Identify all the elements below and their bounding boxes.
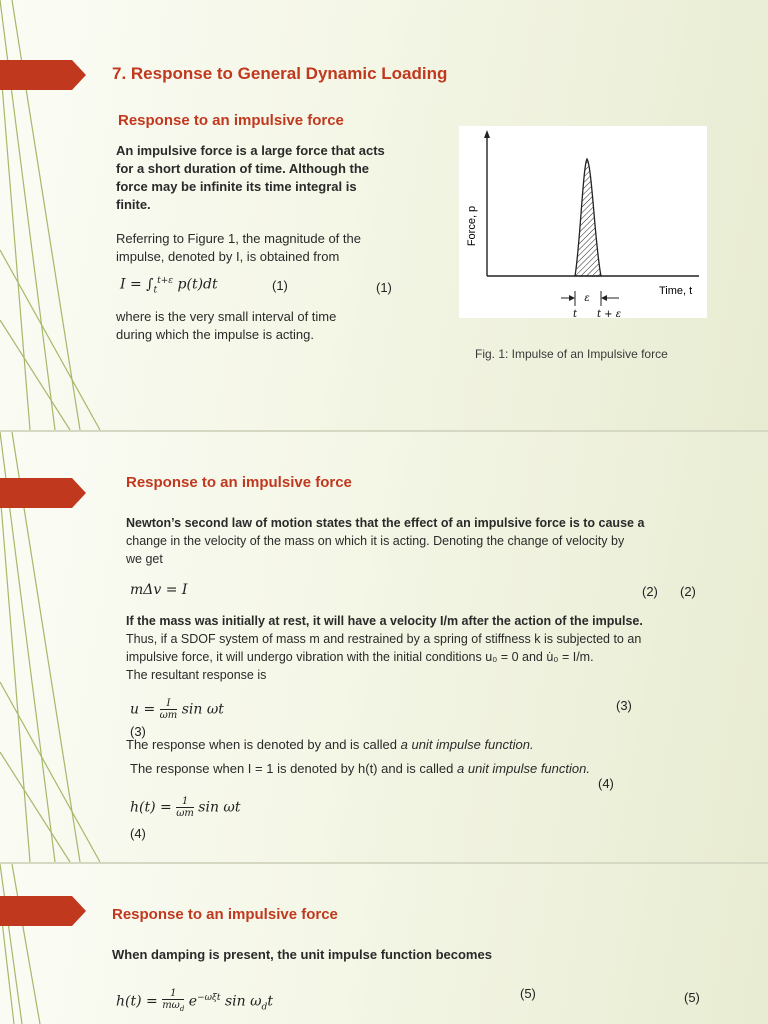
section-heading: Response to an impulsive force xyxy=(118,112,344,129)
equation-number: (5) xyxy=(520,986,536,1001)
text-line: The response when I = 1 is denoted by h(t) and is called xyxy=(130,761,457,776)
text-line: impulse, denoted by I, is obtained from xyxy=(116,249,340,264)
impulse-pulse xyxy=(575,159,601,276)
newton-paragraph xyxy=(126,514,726,568)
equation-number: (5) xyxy=(684,990,700,1005)
equation-4: h(t) = $\frac{1}{\omega m}$ sin ωt xyxy=(130,796,241,819)
equation-number: (3) xyxy=(130,724,146,739)
slide-3 xyxy=(0,864,768,1024)
text-line: change in the velocity of the mass on which it is acting. Denoting the change of velocity by xyxy=(126,534,625,548)
slide-marker xyxy=(0,60,72,90)
equation-number: (2) xyxy=(642,584,658,599)
equation-number: (1) xyxy=(376,280,392,295)
tick-label: t xyxy=(572,309,578,318)
initial-conditions-paragraph xyxy=(126,612,736,684)
text-line: we get xyxy=(126,552,163,566)
intro-paragraph xyxy=(116,142,416,214)
slide-title: 7. Response to General Dynamic Loading xyxy=(112,64,448,83)
tick-label: t + ε xyxy=(596,309,622,318)
slide-marker xyxy=(0,896,72,926)
slide-2 xyxy=(0,432,768,862)
equation-number: (4) xyxy=(598,776,614,791)
text-line: a unit impulse function. xyxy=(457,761,590,776)
impulse-plot xyxy=(459,126,707,318)
equation-number: (3) xyxy=(616,698,632,713)
text-line: a unit impulse function. xyxy=(400,737,534,752)
text-line: where is the very small interval of time xyxy=(116,309,337,324)
text-line: If the mass was initially at rest, it will have a velocity I/m after the action of the impulse. xyxy=(126,614,643,628)
equation-1: $I = \int_t^{t+\varepsilon}$ p(t)dt xyxy=(120,276,218,296)
equation-number: (1) xyxy=(272,278,288,293)
epsilon-label: ε xyxy=(584,293,590,304)
y-axis-label: Force, p xyxy=(466,205,478,247)
figure-caption: Fig. 1: Impulse of an Impulsive force xyxy=(475,347,668,361)
text-line: Thus, if a SDOF system of mass m and restrained by a spring of stiffness k is subjected to an xyxy=(126,632,642,646)
slide-1 xyxy=(0,0,768,430)
equation-number: (4) xyxy=(130,826,146,841)
equation-number: (2) xyxy=(680,584,696,599)
equation-2: mΔv = I xyxy=(130,582,188,598)
equation-5: h(t) = $\frac{1}{m\omega_d}$ $e^{-\omega\xi t}$ $\sin \omega_dt$ xyxy=(116,988,273,1013)
text-line: The resultant response is xyxy=(126,668,267,682)
text-line: impulsive force, it will undergo vibration with the initial conditions u₀ = 0 and u̇₀ = I/m. xyxy=(126,650,594,664)
text-line: An impulsive force is a large force that acts xyxy=(116,143,385,158)
equation-3: u = $\frac{I}{\omega m}$ sin ωt xyxy=(130,698,224,721)
text-line: Newton’s second law of motion states that the effect of an impulsive force is to cause a xyxy=(126,516,645,530)
text-line: finite. xyxy=(116,197,151,212)
damping-paragraph: When damping is present, the unit impulse function becomes xyxy=(112,947,492,962)
slide-marker xyxy=(0,478,72,508)
section-heading: Response to an impulsive force xyxy=(126,474,352,491)
text-line: The response when is denoted by and is called xyxy=(126,737,401,752)
section-heading: Response to an impulsive force xyxy=(112,906,338,923)
unit-impulse-paragraph xyxy=(126,736,736,754)
epsilon-paragraph xyxy=(116,308,416,344)
text-line: force may be infinite its time integral is xyxy=(116,179,357,194)
unit-impulse-paragraph-2 xyxy=(130,760,740,778)
decorative-lines xyxy=(0,864,110,1024)
x-axis-label: Time, t xyxy=(659,285,693,297)
impulse-figure xyxy=(459,126,707,318)
text-line: during which the impulse is acting. xyxy=(116,327,314,342)
reference-paragraph xyxy=(116,230,416,266)
text-line: for a short duration of time. Although the xyxy=(116,161,369,176)
text-line: Referring to Figure 1, the magnitude of the xyxy=(116,231,361,246)
